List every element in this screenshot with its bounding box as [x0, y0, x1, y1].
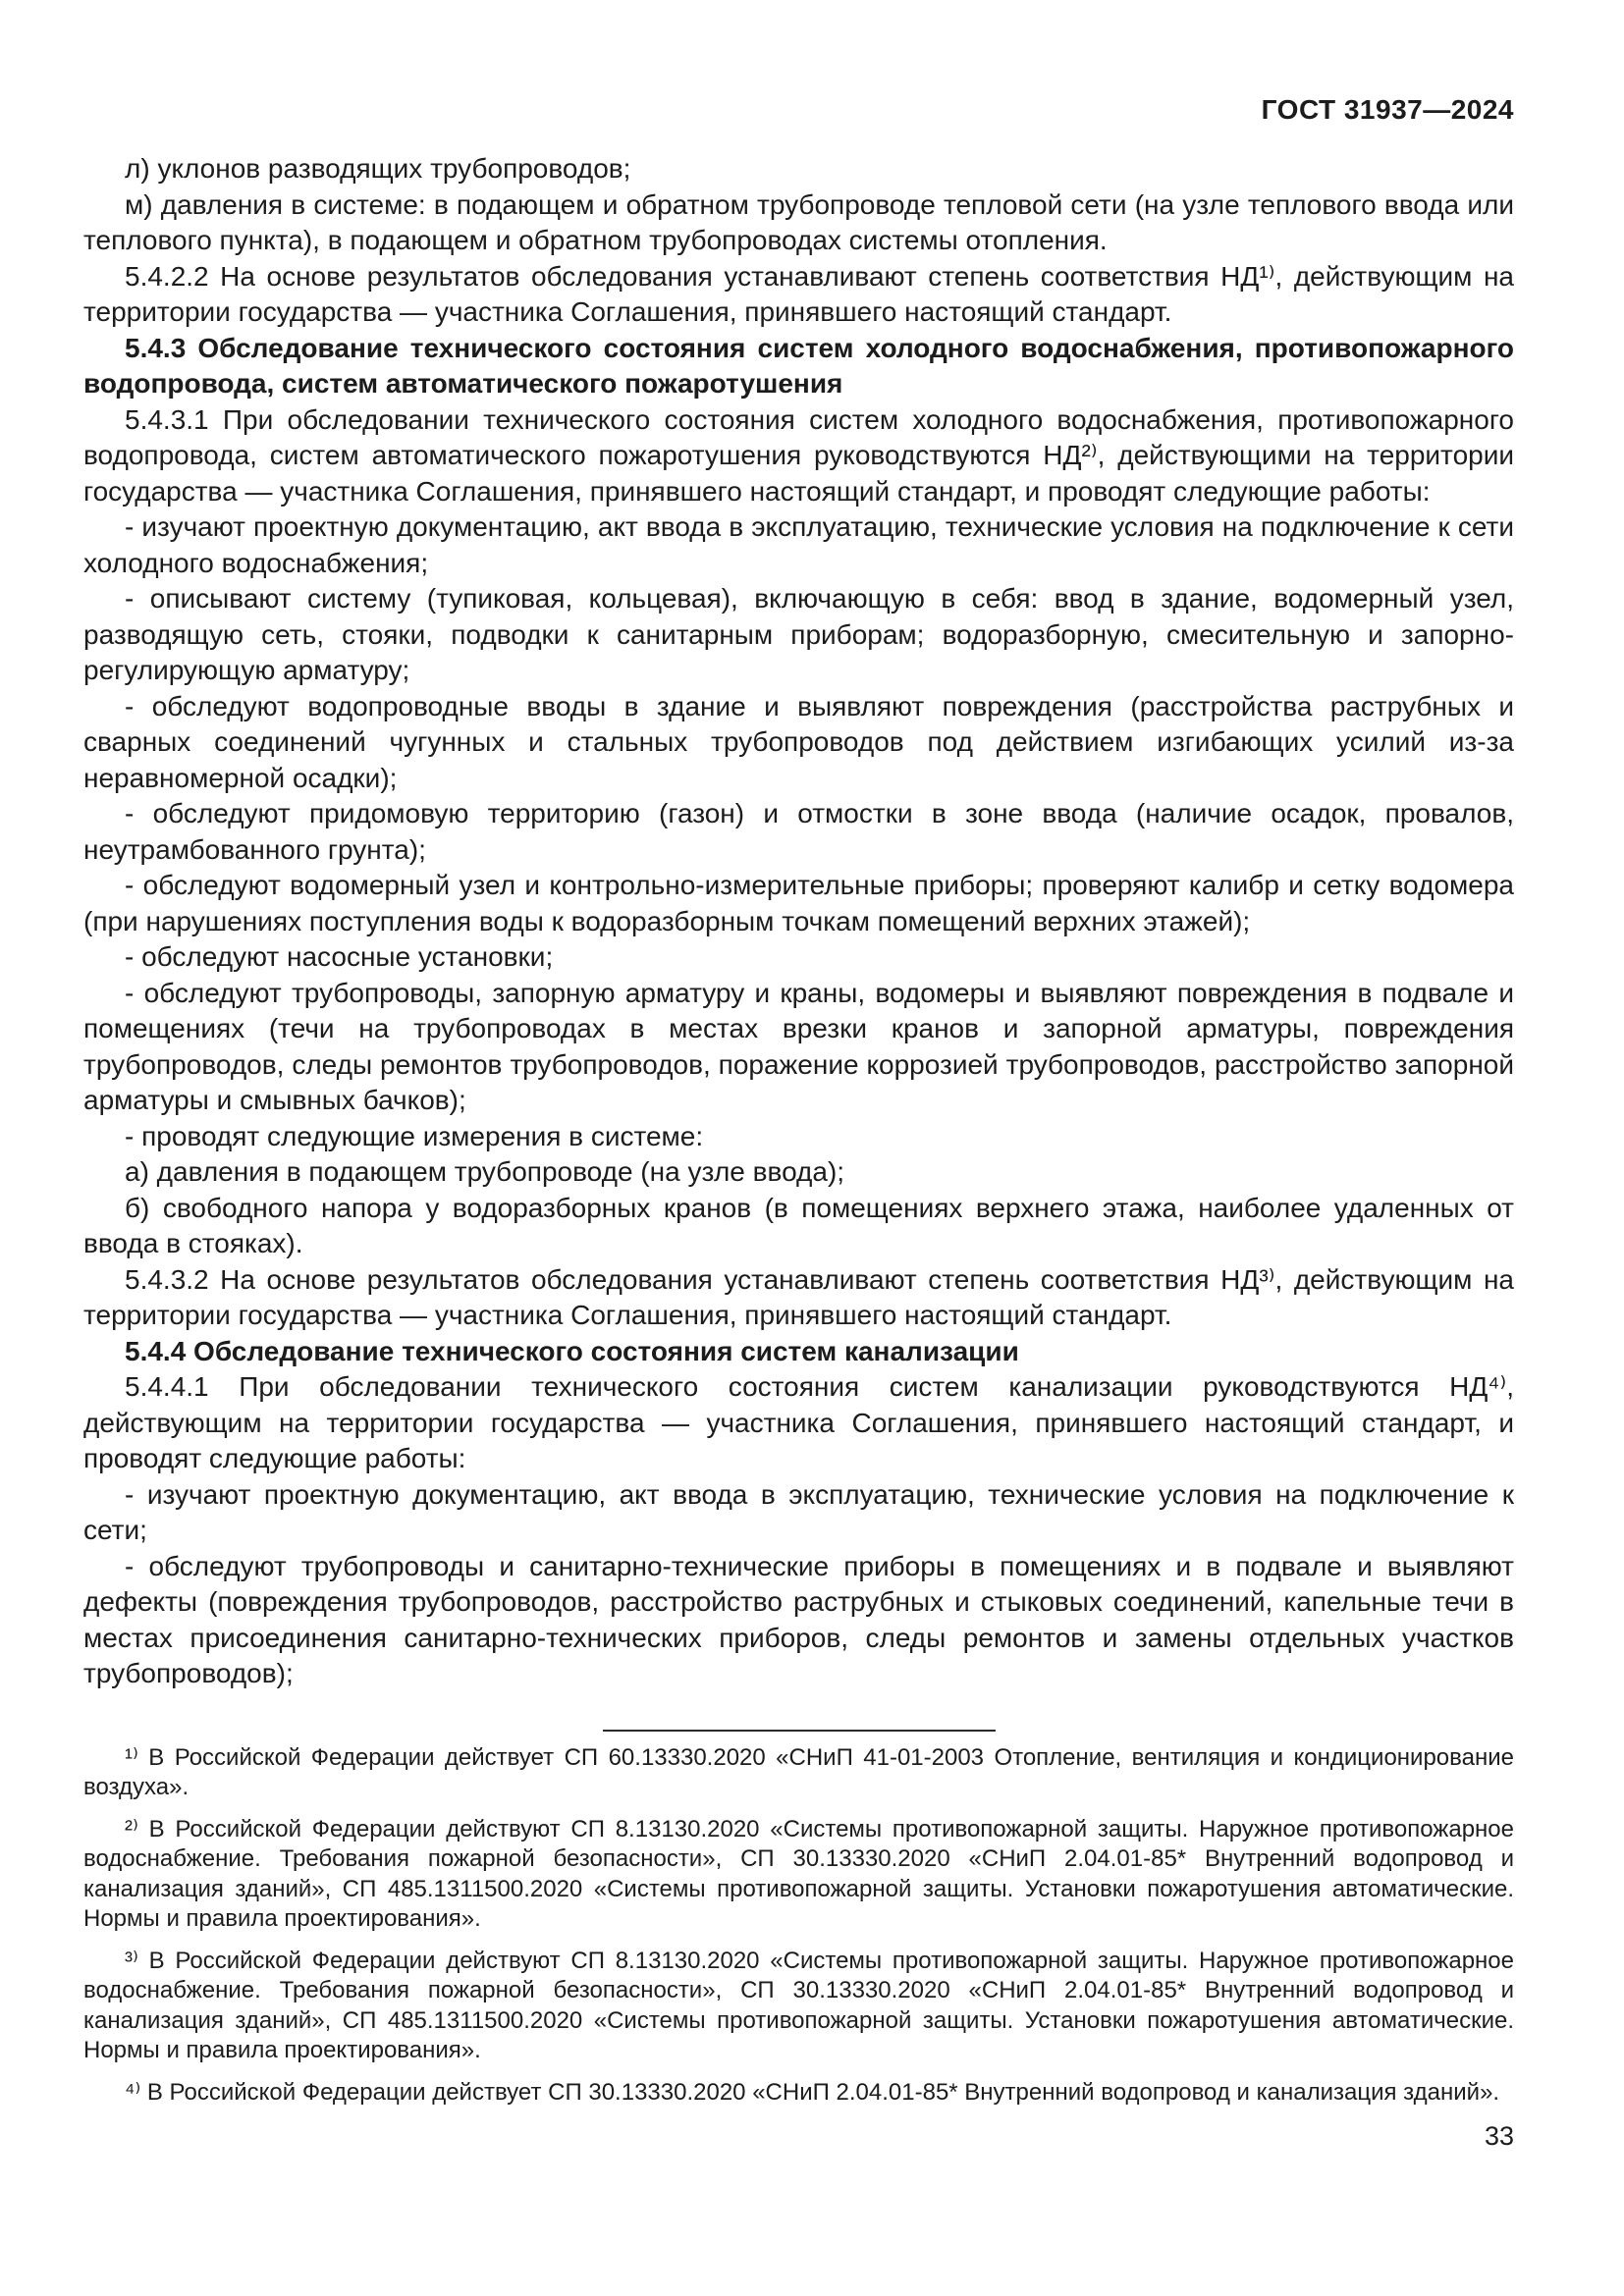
paragraph: 5.4.2.2 На основе результатов обследования устанавливают степень соответствия НД¹⁾, действующим на территории государства — участника Соглашения, принявшего настоящий стандарт.: [83, 260, 1514, 327]
paragraph: - изучают проектную документацию, акт ввода в эксплуатацию, технические условия на подключение к сети холодного водоснабжения;: [83, 511, 1514, 578]
paragraph: 5.4.3.2 На основе результатов обследования устанавливают степень соответствия НД³⁾, действующим на территории государства — участника Соглашения, принявшего настоящий стандарт.: [83, 1263, 1514, 1330]
paragraph: - обследуют насосные установки;: [125, 941, 554, 972]
paragraph: - проводят следующие измерения в системе:: [125, 1120, 704, 1151]
paragraph: 5.4.3 Обследование технического состояния систем холодного водоснабжения, противопожарного водопровода, систем автоматического пожаротушения: [83, 332, 1514, 399]
paragraph: а) давления в подающем трубопроводе (на узле ввода);: [125, 1156, 845, 1187]
footnote: ²⁾ В Российской Федерации действуют СП 8.13130.2020 «Системы противопожарной защиты. Наружное противопожарное водоснабжение. Требования пожарной безопасности», СП 30.13330.2020 «СНиП 2.04.01-85* Внутренний водопровод и канализация зданий», СП 485.1311500.2020 «Системы противопожарной защиты. Установки пожаротушения автоматические. Нормы и правила проектирования».: [83, 1815, 1514, 1932]
footnote: ¹⁾ В Российской Федерации действует СП 60.13330.2020 «СНиП 41-01-2003 Отопление, вентиляция и кондиционирование воздуха».: [83, 1743, 1514, 1800]
paragraph: б) свободного напора у водоразборных кранов (в помещениях верхнего этажа, наиболее удаленных от ввода в стояках).: [83, 1192, 1514, 1258]
footnote-separator: [603, 1730, 996, 1732]
paragraph: - описывают систему (тупиковая, кольцевая), включающую в себя: ввод в здание, водомерный узел, разводящую сеть, стояки, подводки к санитарным приборам; водоразборную, смесительную и запорно-регулирующую арматуру;: [83, 583, 1514, 685]
paragraph: 5.4.4 Обследование технического состояния систем канализации: [125, 1335, 1019, 1366]
paragraph: - обследуют трубопроводы и санитарно-технические приборы в помещениях и в подвале и выявляют дефекты (повреждения трубопроводов, расстройство раструбных и стыковых соединений, капельные течи в местах присоединения санитарно-технических приборов, следы ремонтов и замены отдельных участков трубопроводов);: [83, 1550, 1514, 1688]
paragraph: - обследуют трубопроводы, запорную арматуру и краны, водомеры и выявляют повреждения в подвале и помещениях (течи на трубопроводах в местах врезки кранов и запорной арматуры, повреждения трубопроводов, следы ремонтов трубопроводов, поражение коррозией трубопроводов, расстройство запорной арматуры и смывных бачков);: [83, 977, 1514, 1115]
document-header: ГОСТ 31937—2024: [1261, 94, 1514, 125]
paragraph: 5.4.3.1 При обследовании технического состояния систем холодного водоснабжения, противопожарного водопровода, систем автоматического пожаротушения руководствуются НД²⁾, действующими на территории государства — участника Соглашения, принявшего настоящий стандарт, и проводят следующие работы:: [83, 403, 1514, 507]
footnote: ⁴⁾ В Российской Федерации действует СП 30.13330.2020 «СНиП 2.04.01-85* Внутренний водопровод и канализация зданий».: [125, 2078, 1500, 2106]
paragraph: л) уклонов разводящих трубопроводов;: [125, 153, 631, 184]
footnotes: [83, 1743, 1514, 2109]
footnote: ³⁾ В Российской Федерации действуют СП 8.13130.2020 «Системы противопожарной защиты. Наружное противопожарное водоснабжение. Требования пожарной безопасности», СП 30.13330.2020 «СНиП 2.04.01-85* Внутренний водопровод и канализация зданий», СП 485.1311500.2020 «Системы противопожарной защиты. Установки пожаротушения автоматические. Нормы и правила проектирования».: [83, 1947, 1514, 2063]
paragraph: - изучают проектную документацию, акт ввода в эксплуатацию, технические условия на подключение к сети;: [83, 1478, 1514, 1545]
paragraph: - обследуют придомовую территорию (газон) и отмостки в зоне ввода (наличие осадок, провалов, неутрамбованного грунта);: [83, 798, 1514, 865]
paragraph: 5.4.4.1 При обследовании технического состояния систем канализации руководствуются НД⁴⁾, действующим на территории государства — участника Соглашения, принявшего настоящий стандарт, и проводят следующие работы:: [83, 1371, 1514, 1473]
document-body: [83, 151, 1514, 1692]
paragraph: м) давления в системе: в подающем и обратном трубопроводе тепловой сети (на узле теплового ввода или теплового пункта), в подающем и обратном трубопроводах системы отопления.: [83, 188, 1514, 255]
page-number: 33: [1484, 2121, 1514, 2151]
paragraph: - обследуют водопроводные вводы в здание и выявляют повреждения (расстройства раструбных и сварных соединений чугунных и стальных трубопроводов под действием изгибающих усилий из-за неравномерной осадки);: [83, 690, 1514, 793]
paragraph: - обследуют водомерный узел и контрольно-измерительные приборы; проверяют калибр и сетку водомера (при нарушениях поступления воды к водоразборным точкам помещений верхних этажей);: [83, 870, 1514, 936]
